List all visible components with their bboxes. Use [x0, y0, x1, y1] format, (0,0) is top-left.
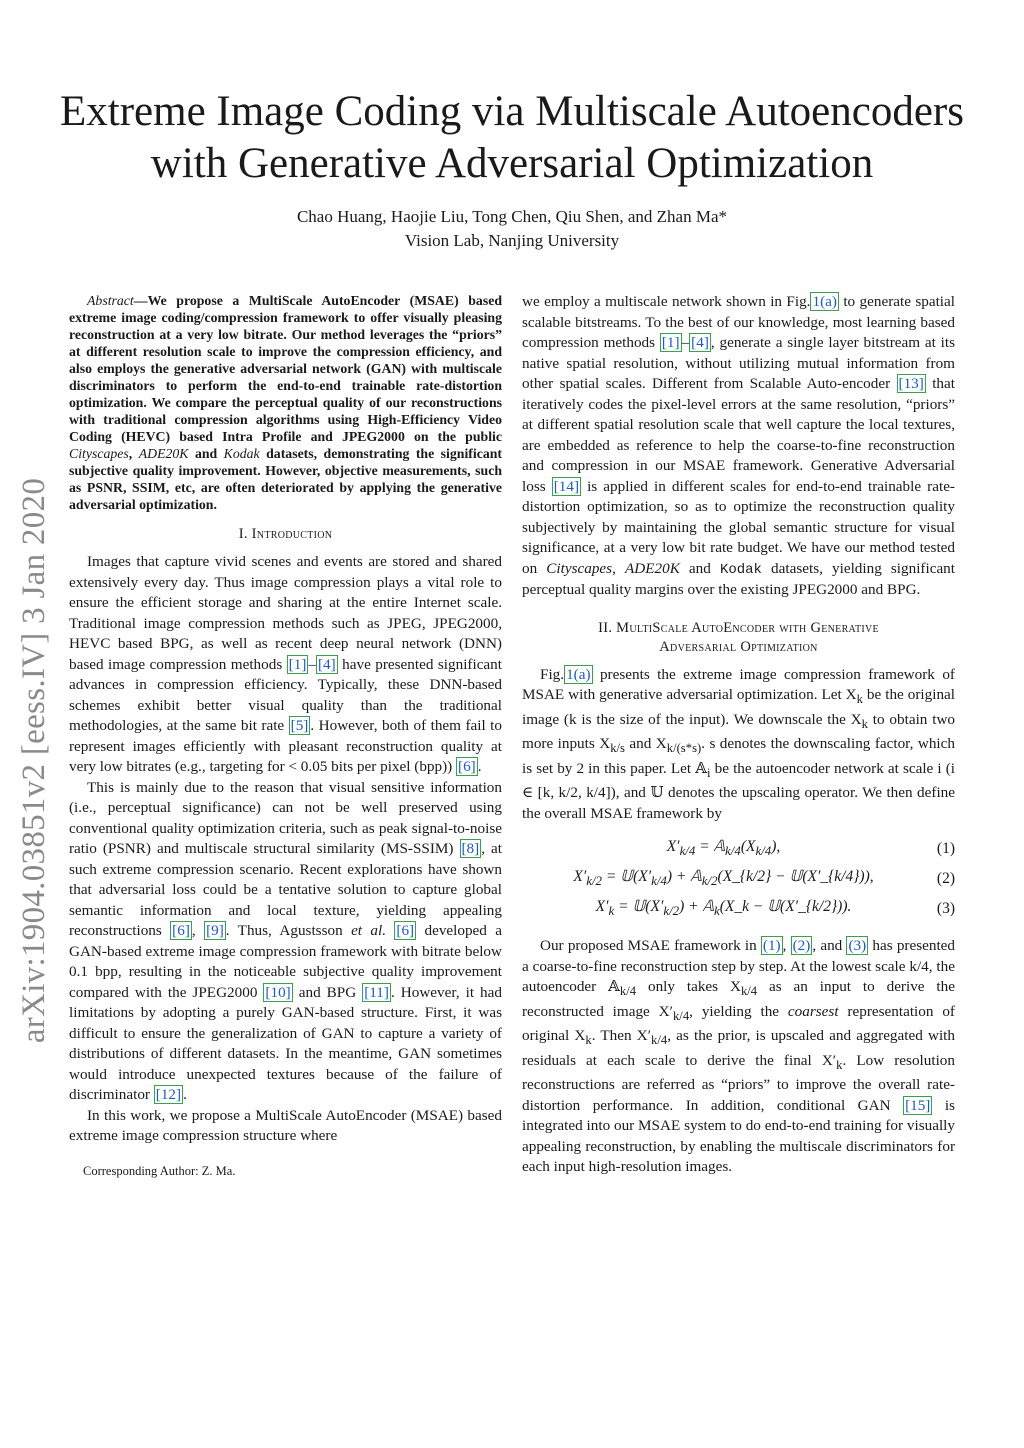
equation-2: $X'_{k/2}$ = $𝕌(X'_{k/4})$ + 𝔸$_{k/2}$(X_{k/2} − 𝕌(X′_{k/4})), (2): [573, 867, 955, 888]
intro-paragraph-2: This is mainly due to the reason that visual sensitive information (i.e., perceptual significance) can not be well preserved using conventional quality optimization criteria, such as peak signal-to-noise ratio (PSNR) and multiscale structural similarity (MS-SSIM) [8] , at such extreme compression scenario. Recent explorations have shown that adversarial loss could be a tentative solution to capture global semantic information and local texture, yielding appealing reconstructions [6] , [9] . Thus, Agustsson et al. [6] developed a GAN-based extreme image compression framework with bitrate below 0.1 bpp, resulting in the noticeable subjective quality improvement compared with the JPEG2000 [10] and BPG [11] . However, it had limitations by adopting a purely GAN-based structure. First, it was difficult to ensure the generalization of GAN to capture a variety of distributions of different datasets. In the meantime, GAN sometimes would introduce unexpected textures because of the failure of discriminator [12] .: [69, 778, 503, 1103]
title-line-1: Extreme Image Coding via Multiscale Autoencoders: [60, 88, 964, 135]
footnote: Corresponding Author: Z. Ma.: [83, 1163, 236, 1178]
citation-link[interactable]: [13]: [898, 375, 924, 392]
citation-link[interactable]: [5]: [290, 717, 309, 734]
citation-link[interactable]: [4]: [317, 655, 336, 673]
citation-link[interactable]: [6]: [458, 758, 476, 775]
citation-link[interactable]: [6]: [172, 922, 190, 939]
equation-link[interactable]: (3): [848, 937, 867, 955]
left-column: [69, 292, 502, 1181]
equation-block: [522, 834, 955, 924]
abstract: Abstract—We propose a MultiScale AutoEncoder (MSAE) based extreme image coding/compression framework to offer visually pleasing reconstruction at a very low bitrate. Our method leverages the “priors” at different resolution scale to improve the compression efficiency, and also employs the generative adversarial network (GAN) with multiscale discriminators to perform the end-to-end trainable rate-distortion optimization. We compare the perceptual quality of our reconstructions with traditional compression algorithms using High-Efficiency Video Coding (HEVC) based Intra Profile and JPEG2000 on the public Cityscapes, ADE20K and Kodak datasets, demonstrating the significant subjective quality improvement. However, objective measurements, such as PSNR, SSIM, etc, are often deteriorated by applying the generative adversarial optimization.: [69, 293, 502, 512]
intro-paragraph-3-continued: we employ a multiscale network shown in Fig. 1(a) to generate spatial scalable bitstreams. To the best of our knowledge, most learning based compression methods [1] – [4] , generate a single layer bitstream at its native spatial resolution, without utilizing mutual information from other spatial scales. Different from Scalable Auto-encoder [13] that iteratively codes the pixel-level errors at the same resolution, “priors” at different spatial resolution scale that well capture the local textures, are embedded as reference to help the coarse-to-fine reconstruction and compression in our MSAE framework. Generative Adversarial loss [14] is applied in different scales for end-to-end trainable rate-distortion optimization, so as to optimize the reconstruction quality subjectively by maintaining the global semantic structure for visual significance, at a very low bit rate budget. We have our method tested on Cityscapes, ADE20K and Kodak datasets, yielding significant perceptual quality margins over the existing JPEG2000 and BPG.: [522, 293, 956, 598]
citation-link[interactable]: [10]: [265, 983, 291, 1001]
abstract-label: Abstract: [87, 293, 134, 308]
msae-paragraph-1: Fig. 1(a) presents the extreme image compression framework of MSAE with generative adversarial optimization. Let $X_k$ be the original image (k is the size of the input). We downscale the $X_k$ to obtain two more inputs $X_{k/s}$ and $X_{k/(s*s)}$. s denotes the downscaling factor, which is set by 2 in this paper. Let 𝔸$_i$ be the autoencoder network at scale i (i ∈ [k, k/2, k/4]), and 𝕌 denotes the upscaling operator. We then define the overall MSAE framework by: [522, 665, 956, 822]
arxiv-stamp: arXiv:1904.03851v2 [eess.IV] 3 Jan 2020: [16, 477, 53, 1043]
figure-link[interactable]: 1(a): [566, 665, 591, 683]
right-column: [522, 292, 955, 1178]
citation-link[interactable]: [8]: [461, 840, 480, 857]
figure-link[interactable]: 1(a): [812, 293, 837, 310]
authors: Chao Huang, Haojie Liu, Tong Chen, Qiu Shen, and Zhan Ma*: [296, 207, 728, 226]
citation-link[interactable]: [6]: [396, 922, 415, 939]
paper-title: [40, 86, 984, 190]
citation-link[interactable]: [15]: [905, 1096, 931, 1114]
intro-paragraph-1: Images that capture vivid scenes and events are stored and shared extensively every day. Thus image compression plays a vital role to ensure the efficient storage and sharing at the entire Internet scale. Traditional image compression methods such as JPEG, JPEG2000, HEVC based BPG, as well as recent deep neural network (DNN) based image compression methods [1] – [4] have presented significant advances in compression efficiency. Typically, these DNN-based schemes exhibit better visual quality than the traditional methodologies, at the same bit rate [5] . However, both of them fail to represent images efficiently with pleasant reconstruction quality at very low bitrates (e.g., targeting for < 0.05 bits per pixel (bpp)) [6] .: [69, 553, 502, 775]
citation-link[interactable]: [11]: [364, 983, 389, 1001]
equation-3: $X'_k$ = $𝕌(X'_{k/2})$ + 𝔸$_k$(X_k − 𝕌(X′_{k/2})). (3): [595, 897, 955, 918]
msae-paragraph-2: Our proposed MSAE framework in (1) , (2) , and (3) has presented a coarse-to-fine reconstruction step by step. At the lowest scale k/4, the autoencoder 𝔸$_{k/4}$ only takes $X_{k/4}$ as an input to derive the reconstructed image $X'_{k/4}$, yielding the coarsest representation of original $X_k$. Then $X'_{k/4}$, as the prior, is upscaled and aggregated with residuals at each scale to derive the final $X'_k$. Low resolution reconstructions are referred as “priors” to improve the overall rate-distortion performance. In addition, conditional GAN [15] is integrated into our MSAE system to do end-to-end training for visually appealing reconstruction, by enabling the multiscale discriminators for each input high-resolution images.: [522, 937, 956, 1176]
title-line-2: with Generative Adversarial Optimization: [150, 140, 874, 187]
equation-1: $X'_{k/4}$ = $𝔸_{k/4}(X_{k/4})$, (1): [666, 837, 955, 858]
equation-link[interactable]: (1): [762, 937, 781, 955]
section-heading-introduction: I. Introduction: [238, 526, 333, 542]
equation-number: (2): [936, 869, 955, 887]
section-heading-msae: II. MultiScale AutoEncoder with Generative Adversarial Optimization: [598, 619, 879, 655]
affiliation: Vision Lab, Nanjing University: [404, 231, 620, 250]
intro-paragraph-3: In this work, we propose a MultiScale AutoEncoder (MSAE) based extreme image compression structure where: [69, 1106, 502, 1144]
equation-link[interactable]: (2): [792, 937, 811, 955]
citation-link[interactable]: [4]: [691, 334, 709, 351]
equation-number: (1): [936, 839, 955, 857]
author-block: [0, 205, 1024, 253]
citation-link[interactable]: [12]: [155, 1086, 182, 1103]
equation-number: (3): [936, 899, 955, 917]
citation-link[interactable]: [1]: [661, 334, 680, 351]
citation-link[interactable]: [9]: [206, 922, 224, 939]
citation-link[interactable]: [1]: [288, 655, 307, 673]
citation-link[interactable]: [14]: [553, 477, 580, 495]
